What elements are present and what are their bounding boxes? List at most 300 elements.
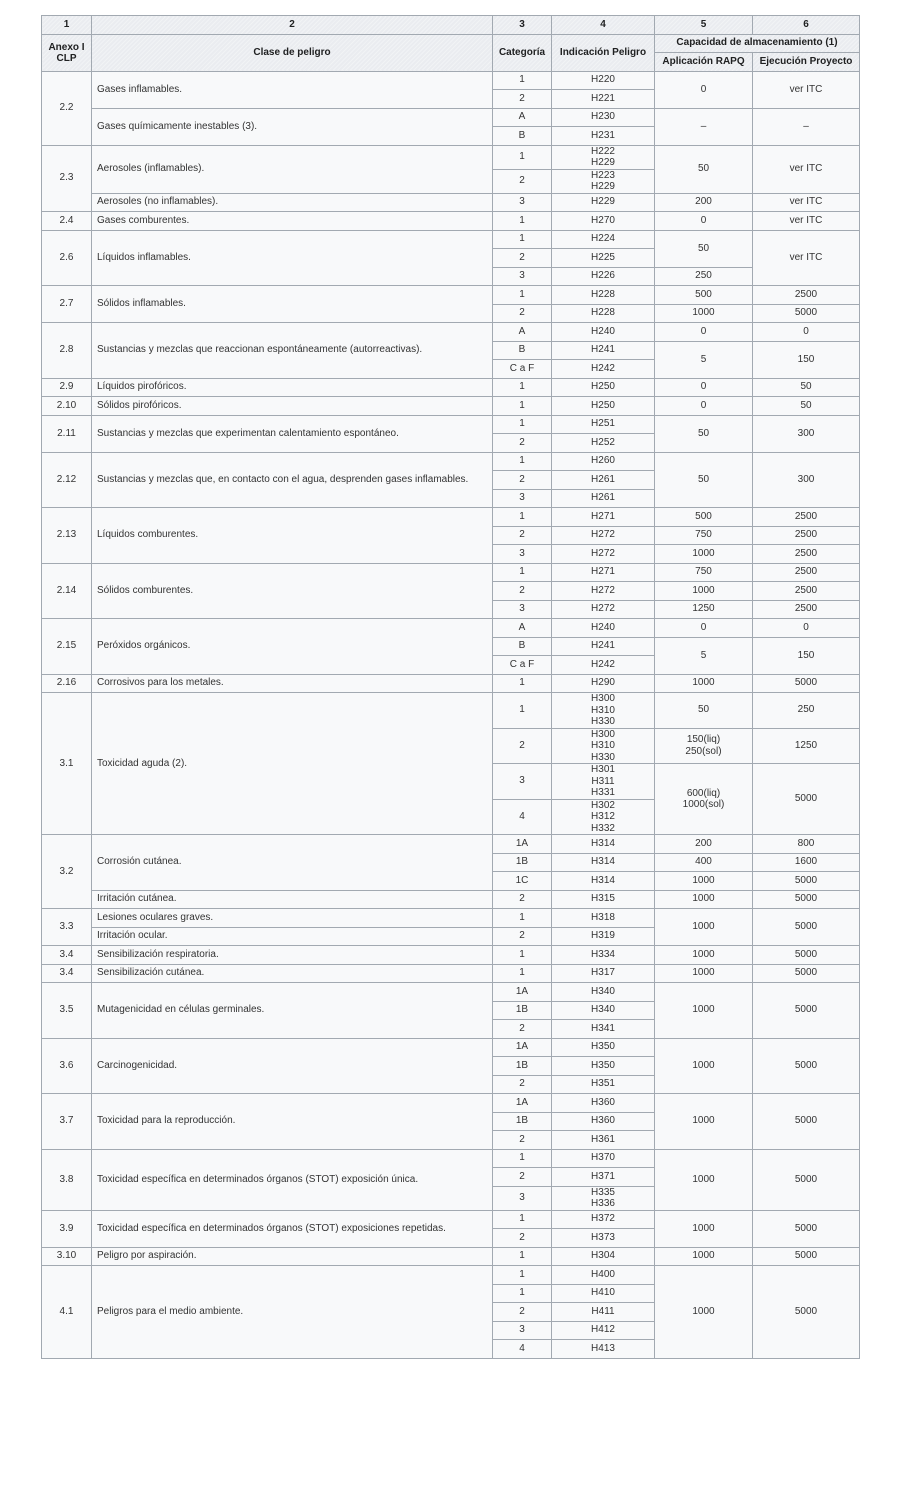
col-number-4: 4 <box>552 16 655 35</box>
hazard-class-cell: Toxicidad específica en determinados órganos (STOT) exposición única. <box>92 1149 493 1210</box>
project-capacity-cell: 5000 <box>753 1094 860 1150</box>
category-cell: 2 <box>493 169 552 193</box>
category-cell: B <box>493 127 552 146</box>
header-anexo: Anexo I CLP <box>42 34 92 71</box>
hazard-statement-cell: H250 <box>552 397 655 416</box>
hazard-statement-cell: H242 <box>552 656 655 675</box>
category-cell: 1A <box>493 983 552 1002</box>
hazard-statement-cell: H271 <box>552 563 655 582</box>
category-cell: 3 <box>493 1321 552 1340</box>
category-cell: 1B <box>493 1057 552 1076</box>
rapq-capacity-cell: 1000 <box>655 674 753 693</box>
rapq-capacity-cell: 150(liq) 250(sol) <box>655 728 753 764</box>
hazard-statement-cell: H229 <box>552 193 655 212</box>
hazard-statement-cell: H370 <box>552 1149 655 1168</box>
project-capacity-cell: 5000 <box>753 872 860 891</box>
anexo-cell: 2.12 <box>42 452 92 508</box>
rapq-capacity-cell: 200 <box>655 193 753 212</box>
col-number-5: 5 <box>655 16 753 35</box>
category-cell: 2 <box>493 1020 552 1039</box>
category-cell: 1 <box>493 71 552 90</box>
anexo-cell: 2.9 <box>42 378 92 397</box>
rapq-capacity-cell: 0 <box>655 323 753 342</box>
category-cell: 3 <box>493 545 552 564</box>
table-row <box>42 693 860 729</box>
anexo-cell: 2.13 <box>42 508 92 564</box>
anexo-cell: 3.3 <box>42 909 92 946</box>
hazard-statement-cell: H225 <box>552 249 655 268</box>
table-row <box>42 890 860 909</box>
category-cell: 1A <box>493 1038 552 1057</box>
hazard-storage-table <box>41 15 860 1359</box>
category-cell: 2 <box>493 1168 552 1187</box>
hazard-class-cell: Peligros para el medio ambiente. <box>92 1266 493 1359</box>
rapq-capacity-cell: 0 <box>655 619 753 638</box>
anexo-cell: 2.6 <box>42 230 92 286</box>
hazard-statement-cell: H230 <box>552 108 655 127</box>
category-cell: 1 <box>493 1247 552 1266</box>
rapq-capacity-cell: 1000 <box>655 1210 753 1247</box>
table-row <box>42 193 860 212</box>
table-row <box>42 619 860 638</box>
table-row <box>42 835 860 854</box>
category-cell: 1 <box>493 415 552 434</box>
category-cell: 1 <box>493 230 552 249</box>
anexo-cell: 2.8 <box>42 323 92 379</box>
project-capacity-cell: 5000 <box>753 1247 860 1266</box>
header-indicacion-peligro: Indicación Peligro <box>552 34 655 71</box>
table-row <box>42 1247 860 1266</box>
hazard-statement-cell: H412 <box>552 1321 655 1340</box>
hazard-class-cell: Líquidos inflamables. <box>92 230 493 286</box>
category-cell: 3 <box>493 1186 552 1210</box>
hazard-statement-cell: H301 H311 H331 <box>552 764 655 800</box>
anexo-cell: 4.1 <box>42 1266 92 1359</box>
project-capacity-cell: 5000 <box>753 946 860 965</box>
category-cell: 2 <box>493 1229 552 1248</box>
col-number-2: 2 <box>92 16 493 35</box>
category-cell: 1 <box>493 563 552 582</box>
hazard-statement-cell: H240 <box>552 619 655 638</box>
project-capacity-cell: 5000 <box>753 674 860 693</box>
rapq-capacity-cell: 1000 <box>655 1247 753 1266</box>
anexo-cell: 3.1 <box>42 693 92 835</box>
rapq-capacity-cell: – <box>655 108 753 145</box>
anexo-cell: 2.11 <box>42 415 92 452</box>
category-cell: 3 <box>493 193 552 212</box>
anexo-cell: 2.15 <box>42 619 92 675</box>
hazard-class-cell: Toxicidad para la reproducción. <box>92 1094 493 1150</box>
table-row <box>42 397 860 416</box>
category-cell: 1B <box>493 853 552 872</box>
project-capacity-cell: 2500 <box>753 286 860 305</box>
hazard-statement-cell: H318 <box>552 909 655 928</box>
hazard-statement-cell: H335 H336 <box>552 1186 655 1210</box>
category-cell: 2 <box>493 1303 552 1322</box>
hazard-class-cell: Toxicidad aguda (2). <box>92 693 493 835</box>
table-row <box>42 323 860 342</box>
hazard-statement-cell: H340 <box>552 983 655 1002</box>
hazard-statement-cell: H350 <box>552 1057 655 1076</box>
anexo-cell: 2.14 <box>42 563 92 619</box>
category-cell: 1 <box>493 508 552 527</box>
hazard-statement-cell: H241 <box>552 637 655 656</box>
hazard-statement-cell: H400 <box>552 1266 655 1285</box>
category-cell: 1 <box>493 693 552 729</box>
anexo-cell: 2.10 <box>42 397 92 416</box>
table-body <box>42 71 860 1358</box>
category-cell: 2 <box>493 1075 552 1094</box>
category-cell: 1A <box>493 1094 552 1113</box>
category-cell: A <box>493 323 552 342</box>
hazard-statement-cell: H411 <box>552 1303 655 1322</box>
project-capacity-cell: 5000 <box>753 890 860 909</box>
category-cell: 1 <box>493 1149 552 1168</box>
rapq-capacity-cell: 750 <box>655 526 753 545</box>
hazard-statement-cell: H261 <box>552 471 655 490</box>
hazard-class-cell: Lesiones oculares graves. <box>92 909 493 928</box>
anexo-cell: 3.5 <box>42 983 92 1039</box>
category-cell: 1B <box>493 1001 552 1020</box>
hazard-class-cell: Sólidos comburentes. <box>92 563 493 619</box>
hazard-statement-cell: H413 <box>552 1340 655 1359</box>
project-capacity-cell: 1600 <box>753 853 860 872</box>
project-capacity-cell: 5000 <box>753 1149 860 1210</box>
category-cell: 1 <box>493 909 552 928</box>
project-capacity-cell: ver ITC <box>753 193 860 212</box>
table-row <box>42 674 860 693</box>
header-capacidad: Capacidad de almacenamiento (1) <box>655 34 860 53</box>
hazard-class-cell: Mutagenicidad en células germinales. <box>92 983 493 1039</box>
hazard-statement-cell: H410 <box>552 1284 655 1303</box>
rapq-capacity-cell: 50 <box>655 693 753 729</box>
hazard-statement-cell: H360 <box>552 1112 655 1131</box>
category-cell: B <box>493 341 552 360</box>
table-row <box>42 212 860 231</box>
category-cell: 1 <box>493 378 552 397</box>
rapq-capacity-cell: 1000 <box>655 964 753 983</box>
anexo-cell: 2.16 <box>42 674 92 693</box>
rapq-capacity-cell: 1000 <box>655 1266 753 1359</box>
hazard-statement-cell: H242 <box>552 360 655 379</box>
project-capacity-cell: 2500 <box>753 526 860 545</box>
table-row <box>42 452 860 471</box>
hazard-statement-cell: H228 <box>552 286 655 305</box>
hazard-statement-cell: H224 <box>552 230 655 249</box>
project-capacity-cell: 800 <box>753 835 860 854</box>
hazard-statement-cell: H334 <box>552 946 655 965</box>
table-row <box>42 1266 860 1285</box>
hazard-statement-cell: H228 <box>552 304 655 323</box>
category-cell: 1 <box>493 674 552 693</box>
header-aplicacion-rapq: Aplicación RAPQ <box>655 53 753 72</box>
project-capacity-cell: 250 <box>753 693 860 729</box>
category-cell: 1 <box>493 397 552 416</box>
category-cell: 2 <box>493 890 552 909</box>
category-cell: 2 <box>493 471 552 490</box>
hazard-statement-cell: H302 H312 H332 <box>552 799 655 835</box>
project-capacity-cell: ver ITC <box>753 212 860 231</box>
table-row <box>42 563 860 582</box>
hazard-class-cell: Carcinogenicidad. <box>92 1038 493 1094</box>
hazard-statement-cell: H272 <box>552 545 655 564</box>
hazard-statement-cell: H261 <box>552 489 655 508</box>
hazard-statement-cell: H271 <box>552 508 655 527</box>
hazard-class-cell: Sólidos pirofóricos. <box>92 397 493 416</box>
hazard-class-cell: Gases comburentes. <box>92 212 493 231</box>
category-cell: C a F <box>493 656 552 675</box>
project-capacity-cell: 150 <box>753 341 860 378</box>
hazard-class-cell: Peróxidos orgánicos. <box>92 619 493 675</box>
rapq-capacity-cell: 1000 <box>655 545 753 564</box>
table-row <box>42 909 860 928</box>
rapq-capacity-cell: 1000 <box>655 1038 753 1094</box>
rapq-capacity-cell: 500 <box>655 286 753 305</box>
hazard-class-cell: Gases inflamables. <box>92 71 493 108</box>
hazard-statement-cell: H315 <box>552 890 655 909</box>
hazard-statement-cell: H372 <box>552 1210 655 1229</box>
category-cell: 2 <box>493 434 552 453</box>
rapq-capacity-cell: 1000 <box>655 983 753 1039</box>
hazard-statement-cell: H260 <box>552 452 655 471</box>
table-row <box>42 946 860 965</box>
table-row <box>42 145 860 169</box>
hazard-statement-cell: H360 <box>552 1094 655 1113</box>
rapq-capacity-cell: 1000 <box>655 946 753 965</box>
project-capacity-cell: 5000 <box>753 983 860 1039</box>
rapq-capacity-cell: 50 <box>655 452 753 508</box>
hazard-statement-cell: H341 <box>552 1020 655 1039</box>
hazard-statement-cell: H272 <box>552 600 655 619</box>
table-row <box>42 230 860 249</box>
project-capacity-cell: – <box>753 108 860 145</box>
category-cell: 2 <box>493 249 552 268</box>
hazard-class-cell: Corrosivos para los metales. <box>92 674 493 693</box>
hazard-statement-cell: H314 <box>552 835 655 854</box>
rapq-capacity-cell: 1000 <box>655 890 753 909</box>
rapq-capacity-cell: 50 <box>655 230 753 267</box>
hazard-statement-cell: H373 <box>552 1229 655 1248</box>
anexo-cell: 3.6 <box>42 1038 92 1094</box>
anexo-cell: 3.4 <box>42 946 92 965</box>
project-capacity-cell: 0 <box>753 619 860 638</box>
hazard-statement-cell: H231 <box>552 127 655 146</box>
rapq-capacity-cell: 600(liq) 1000(sol) <box>655 764 753 835</box>
hazard-class-cell: Líquidos comburentes. <box>92 508 493 564</box>
table-row <box>42 1210 860 1229</box>
category-cell: A <box>493 108 552 127</box>
hazard-statement-cell: H290 <box>552 674 655 693</box>
hazard-statement-cell: H252 <box>552 434 655 453</box>
category-cell: 3 <box>493 489 552 508</box>
hazard-class-cell: Irritación cutánea. <box>92 890 493 909</box>
rapq-capacity-cell: 5 <box>655 341 753 378</box>
hazard-class-cell: Aerosoles (inflamables). <box>92 145 493 193</box>
project-capacity-cell: 0 <box>753 323 860 342</box>
category-cell: 2 <box>493 927 552 946</box>
project-capacity-cell: 2500 <box>753 508 860 527</box>
project-capacity-cell: ver ITC <box>753 71 860 108</box>
rapq-capacity-cell: 1000 <box>655 872 753 891</box>
project-capacity-cell: 5000 <box>753 1210 860 1247</box>
hazard-statement-cell: H351 <box>552 1075 655 1094</box>
column-title-row <box>42 34 860 53</box>
hazard-class-cell: Irritación ocular. <box>92 927 493 946</box>
category-cell: 1 <box>493 964 552 983</box>
hazard-statement-cell: H270 <box>552 212 655 231</box>
hazard-statement-cell: H314 <box>552 872 655 891</box>
project-capacity-cell: 2500 <box>753 545 860 564</box>
hazard-class-cell: Sólidos inflamables. <box>92 286 493 323</box>
rapq-capacity-cell: 50 <box>655 415 753 452</box>
project-capacity-cell: 2500 <box>753 582 860 601</box>
project-capacity-cell: 5000 <box>753 1038 860 1094</box>
hazard-statement-cell: H220 <box>552 71 655 90</box>
category-cell: 1B <box>493 1112 552 1131</box>
project-capacity-cell: 2500 <box>753 563 860 582</box>
category-cell: B <box>493 637 552 656</box>
hazard-statement-cell: H222 H229 <box>552 145 655 169</box>
hazard-class-cell: Sustancias y mezclas que, en contacto con el agua, desprenden gases inflamables. <box>92 452 493 508</box>
project-capacity-cell: ver ITC <box>753 230 860 286</box>
category-cell: 2 <box>493 1131 552 1150</box>
category-cell: 1 <box>493 1284 552 1303</box>
category-cell: 1A <box>493 835 552 854</box>
rapq-capacity-cell: 500 <box>655 508 753 527</box>
hazard-class-cell: Corrosión cutánea. <box>92 835 493 891</box>
hazard-statement-cell: H317 <box>552 964 655 983</box>
category-cell: 1 <box>493 145 552 169</box>
project-capacity-cell: 50 <box>753 397 860 416</box>
project-capacity-cell: 300 <box>753 452 860 508</box>
hazard-statement-cell: H251 <box>552 415 655 434</box>
category-cell: 3 <box>493 600 552 619</box>
anexo-cell: 3.9 <box>42 1210 92 1247</box>
hazard-class-cell: Líquidos pirofóricos. <box>92 378 493 397</box>
table-row <box>42 71 860 90</box>
category-cell: 1 <box>493 1266 552 1285</box>
table-row <box>42 286 860 305</box>
anexo-cell: 3.8 <box>42 1149 92 1210</box>
table-row <box>42 1149 860 1168</box>
hazard-class-cell: Gases químicamente inestables (3). <box>92 108 493 145</box>
hazard-class-cell: Sustancias y mezclas que reaccionan espontáneamente (autorreactivas). <box>92 323 493 379</box>
rapq-capacity-cell: 5 <box>655 637 753 674</box>
anexo-cell: 2.3 <box>42 145 92 212</box>
table-row <box>42 508 860 527</box>
col-number-6: 6 <box>753 16 860 35</box>
col-number-1: 1 <box>42 16 92 35</box>
hazard-statement-cell: H240 <box>552 323 655 342</box>
table-row <box>42 1094 860 1113</box>
header-categoria: Categoría <box>493 34 552 71</box>
rapq-capacity-cell: 0 <box>655 71 753 108</box>
hazard-statement-cell: H371 <box>552 1168 655 1187</box>
anexo-cell: 3.2 <box>42 835 92 909</box>
project-capacity-cell: 1250 <box>753 728 860 764</box>
hazard-statement-cell: H272 <box>552 582 655 601</box>
category-cell: 2 <box>493 90 552 109</box>
rapq-capacity-cell: 0 <box>655 212 753 231</box>
hazard-class-cell: Sustancias y mezclas que experimentan calentamiento espontáneo. <box>92 415 493 452</box>
table-row <box>42 108 860 127</box>
hazard-statement-cell: H250 <box>552 378 655 397</box>
column-number-row <box>42 16 860 35</box>
rapq-capacity-cell: 0 <box>655 397 753 416</box>
project-capacity-cell: 5000 <box>753 909 860 946</box>
hazard-statement-cell: H361 <box>552 1131 655 1150</box>
category-cell: 4 <box>493 1340 552 1359</box>
hazard-statement-cell: H272 <box>552 526 655 545</box>
anexo-cell: 3.4 <box>42 964 92 983</box>
category-cell: 2 <box>493 526 552 545</box>
project-capacity-cell: 150 <box>753 637 860 674</box>
hazard-class-cell: Sensibilización cutánea. <box>92 964 493 983</box>
hazard-statement-cell: H221 <box>552 90 655 109</box>
hazard-class-cell: Sensibilización respiratoria. <box>92 946 493 965</box>
category-cell: A <box>493 619 552 638</box>
rapq-capacity-cell: 1000 <box>655 304 753 323</box>
category-cell: 1C <box>493 872 552 891</box>
project-capacity-cell: 50 <box>753 378 860 397</box>
hazard-class-cell: Aerosoles (no inflamables). <box>92 193 493 212</box>
project-capacity-cell: 5000 <box>753 964 860 983</box>
rapq-capacity-cell: 1000 <box>655 1094 753 1150</box>
rapq-capacity-cell: 0 <box>655 378 753 397</box>
category-cell: 1 <box>493 212 552 231</box>
category-cell: C a F <box>493 360 552 379</box>
table-row <box>42 983 860 1002</box>
table-row <box>42 415 860 434</box>
rapq-capacity-cell: 200 <box>655 835 753 854</box>
hazard-statement-cell: H319 <box>552 927 655 946</box>
hazard-statement-cell: H300 H310 H330 <box>552 693 655 729</box>
category-cell: 2 <box>493 304 552 323</box>
hazard-statement-cell: H226 <box>552 267 655 286</box>
anexo-cell: 2.7 <box>42 286 92 323</box>
category-cell: 1 <box>493 1210 552 1229</box>
hazard-statement-cell: H314 <box>552 853 655 872</box>
anexo-cell: 3.10 <box>42 1247 92 1266</box>
rapq-capacity-cell: 1000 <box>655 582 753 601</box>
category-cell: 1 <box>493 946 552 965</box>
project-capacity-cell: 5000 <box>753 764 860 835</box>
header-clase-peligro: Clase de peligro <box>92 34 493 71</box>
hazard-statement-cell: H223 H229 <box>552 169 655 193</box>
category-cell: 1 <box>493 286 552 305</box>
table-header <box>42 16 860 72</box>
project-capacity-cell: 2500 <box>753 600 860 619</box>
rapq-capacity-cell: 1000 <box>655 909 753 946</box>
hazard-class-cell: Peligro por aspiración. <box>92 1247 493 1266</box>
rapq-capacity-cell: 400 <box>655 853 753 872</box>
hazard-statement-cell: H300 H310 H330 <box>552 728 655 764</box>
category-cell: 2 <box>493 582 552 601</box>
project-capacity-cell: 5000 <box>753 1266 860 1359</box>
hazard-statement-cell: H304 <box>552 1247 655 1266</box>
rapq-capacity-cell: 1000 <box>655 1149 753 1210</box>
table-row <box>42 378 860 397</box>
anexo-cell: 2.2 <box>42 71 92 145</box>
project-capacity-cell: 5000 <box>753 304 860 323</box>
hazard-statement-cell: H241 <box>552 341 655 360</box>
table-row <box>42 964 860 983</box>
table-row <box>42 1038 860 1057</box>
category-cell: 3 <box>493 267 552 286</box>
rapq-capacity-cell: 750 <box>655 563 753 582</box>
rapq-capacity-cell: 50 <box>655 145 753 193</box>
hazard-statement-cell: H340 <box>552 1001 655 1020</box>
